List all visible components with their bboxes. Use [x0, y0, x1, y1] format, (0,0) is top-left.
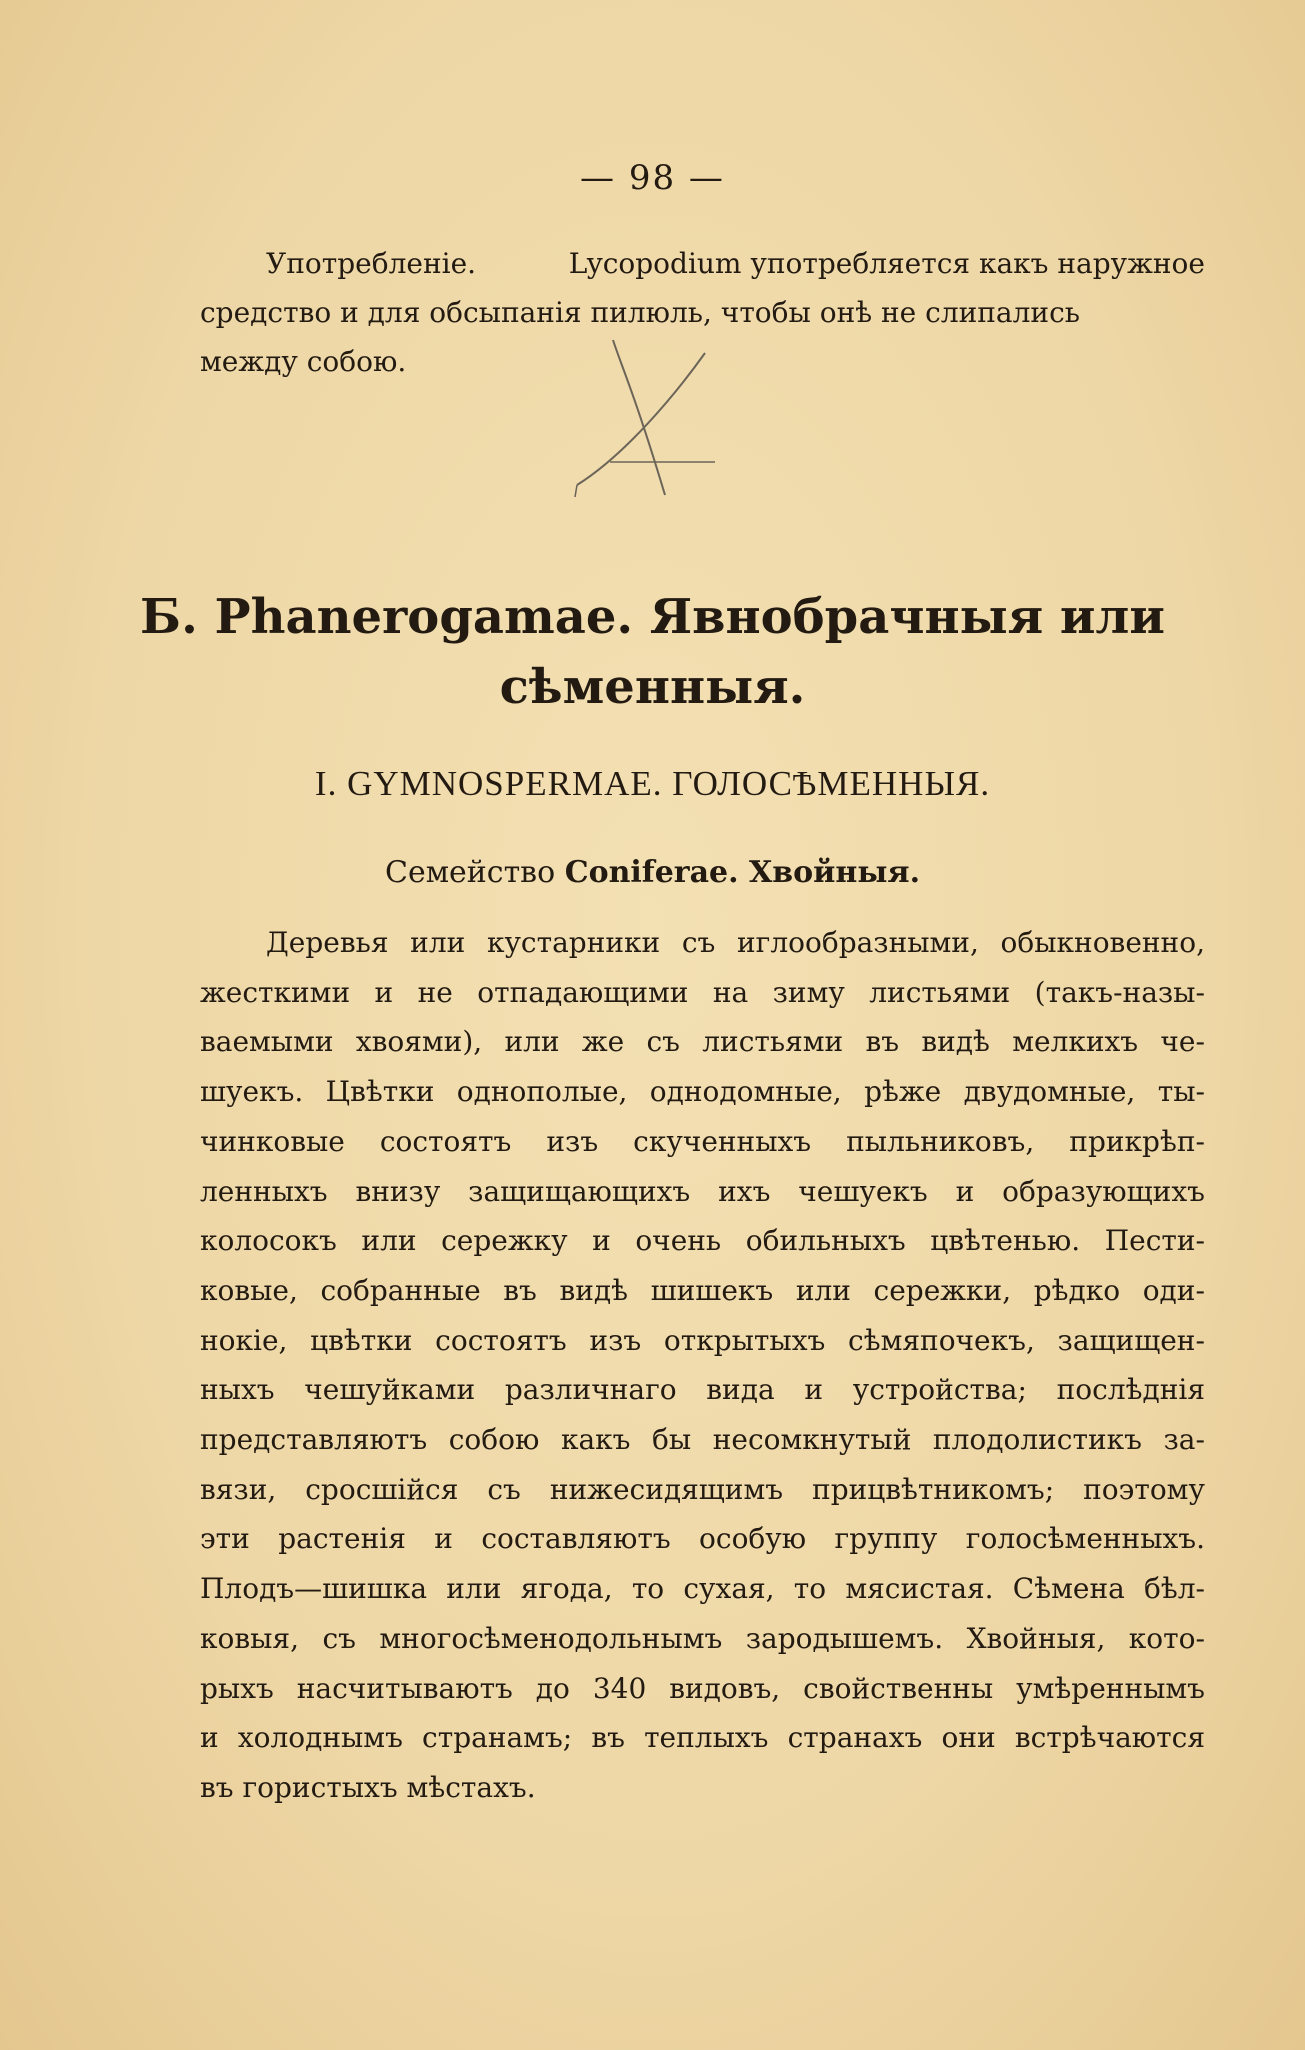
word: хвоями),	[355, 1025, 483, 1059]
word: зиму	[772, 975, 845, 1009]
page-number: — 98 —	[580, 158, 725, 198]
word: не	[417, 975, 453, 1009]
word: чинковые	[200, 1124, 345, 1158]
word: кустарники	[486, 926, 661, 959]
body-line	[200, 1614, 1205, 1664]
body-line	[200, 918, 1205, 968]
word: видѣ	[921, 1025, 990, 1059]
body-line	[200, 1167, 1205, 1217]
word: же	[581, 1025, 625, 1059]
word: многосѣменодольнымъ	[379, 1621, 723, 1655]
word: свойственны	[803, 1671, 994, 1705]
word: и	[200, 1721, 219, 1755]
word: однодомные,	[649, 1075, 842, 1109]
word: видѣ	[559, 1273, 629, 1307]
word: умѣреннымъ	[1016, 1671, 1205, 1705]
word: шуекъ.	[200, 1075, 304, 1109]
word: скученныхъ	[633, 1124, 812, 1158]
body-line	[200, 1664, 1205, 1714]
word: состоятъ	[435, 1323, 567, 1357]
word: плодолистикъ	[932, 1423, 1142, 1457]
family-description	[200, 918, 1205, 1813]
word: колосокъ	[200, 1224, 337, 1258]
word: на	[712, 975, 749, 1009]
word: Плодъ—шишка	[200, 1572, 428, 1606]
word: или	[446, 1572, 502, 1606]
word: въ	[865, 1025, 900, 1059]
word: ныхъ	[200, 1373, 275, 1407]
word: бѣл-	[1144, 1572, 1205, 1606]
word: они	[941, 1721, 996, 1755]
body-line	[200, 1564, 1205, 1614]
body-line	[200, 1316, 1205, 1366]
section-title-line-2: сѣменныя.	[499, 659, 806, 715]
word: вида	[706, 1373, 775, 1407]
usage-line-1	[200, 239, 1205, 288]
word: прикрѣп-	[1069, 1124, 1205, 1158]
word: сѣмяпочекъ,	[848, 1323, 1035, 1357]
word: зародышемъ.	[745, 1621, 944, 1655]
word: отпадающими	[477, 975, 689, 1009]
word: сережки,	[873, 1273, 1012, 1307]
word: защищающихъ	[468, 1174, 691, 1208]
word: странамъ;	[422, 1721, 573, 1755]
body-last-line: въ гористыхъ мѣстахъ.	[200, 1770, 536, 1804]
word: 340	[592, 1671, 647, 1705]
word: цвѣтки	[310, 1323, 413, 1357]
body-line	[200, 1713, 1205, 1763]
word: состоятъ	[379, 1124, 512, 1158]
word: защищен-	[1057, 1323, 1205, 1357]
word: ковые,	[200, 1273, 298, 1307]
body-line	[200, 1017, 1205, 1067]
word: эти	[200, 1522, 250, 1556]
class-title: I. GYMNOSPERMAE. ГОЛОСѢМЕННЫЯ.	[314, 764, 991, 803]
word: съ	[487, 1472, 521, 1506]
family-title	[0, 855, 1305, 890]
word: рыхъ	[200, 1671, 274, 1705]
body-line	[200, 1365, 1205, 1415]
word: че-	[1160, 1025, 1205, 1059]
body-line	[200, 1514, 1205, 1564]
word: до	[535, 1671, 570, 1705]
word: образующихъ	[1002, 1174, 1205, 1208]
word: шишекъ	[650, 1273, 774, 1307]
family-prefix: Семейство	[384, 855, 556, 890]
word: несомкнутый	[712, 1423, 912, 1457]
word: растенія	[278, 1522, 406, 1556]
body-line	[200, 1067, 1205, 1117]
word: кото-	[1128, 1621, 1205, 1655]
word: изъ	[589, 1323, 642, 1357]
word: въ	[591, 1721, 625, 1755]
word: и	[955, 1174, 975, 1208]
word: то	[631, 1572, 665, 1606]
word: очень	[635, 1224, 722, 1258]
word: внизу	[355, 1174, 441, 1208]
word: различнаго	[504, 1373, 677, 1407]
body-line	[200, 1465, 1205, 1515]
word: сухая,	[683, 1572, 775, 1606]
word: нижесидящимъ	[549, 1472, 784, 1506]
word: ковыя,	[200, 1621, 299, 1655]
word: нокіе,	[200, 1323, 288, 1357]
pencil-cross-mark	[565, 335, 715, 515]
word: сросшійся	[305, 1472, 459, 1506]
word: мелкихъ	[1012, 1025, 1139, 1059]
section-title-line-1: Б. Phanerogamae. Явнобрачныя или	[140, 589, 1165, 645]
word: жесткими	[200, 975, 351, 1009]
word: съ	[322, 1621, 356, 1655]
word: бы	[652, 1423, 692, 1457]
family-name: Coniferae. Хвойныя.	[564, 855, 921, 890]
word: Хвойныя,	[966, 1621, 1106, 1655]
body-line	[200, 1415, 1205, 1465]
word: пыльниковъ,	[846, 1124, 1035, 1158]
word: въ	[503, 1273, 537, 1307]
word: за-	[1163, 1423, 1205, 1457]
word: рѣдко	[1033, 1273, 1121, 1307]
body-line	[200, 968, 1205, 1018]
word: сережку	[441, 1224, 568, 1258]
word: чешуекъ	[798, 1174, 928, 1208]
word: какъ	[560, 1423, 631, 1457]
word: насчитываютъ	[296, 1671, 513, 1705]
section-title	[0, 582, 1305, 722]
body-line	[200, 1216, 1205, 1266]
word: мясистая.	[845, 1572, 994, 1606]
word: устройства;	[852, 1373, 1027, 1407]
word: изъ	[546, 1124, 599, 1158]
word: и	[592, 1224, 611, 1258]
word: ваемыми	[200, 1025, 334, 1059]
word: ты-	[1157, 1075, 1205, 1109]
body-line	[200, 1266, 1205, 1316]
word: оди-	[1142, 1273, 1205, 1307]
usage-line-3: между собою.	[200, 345, 407, 378]
word: ихъ	[718, 1174, 771, 1208]
word: теплыхъ	[644, 1721, 769, 1755]
usage-line-2: средство и для обсыпанія пилюль, чтобы онѣ не слипались	[200, 296, 1081, 329]
word: то	[793, 1572, 827, 1606]
word: открытыхъ	[663, 1323, 826, 1357]
word: рѣже	[864, 1075, 942, 1109]
word: Цвѣтки	[325, 1075, 435, 1109]
word: листьями	[869, 975, 1011, 1009]
word: однополые,	[456, 1075, 628, 1109]
word: обыкновенно,	[1000, 926, 1205, 959]
word: ягода,	[520, 1572, 613, 1606]
word: и	[804, 1373, 824, 1407]
word: Деревья	[266, 926, 389, 959]
word: двудомные,	[963, 1075, 1136, 1109]
word: собранные	[320, 1273, 481, 1307]
usage-line-1-rest: Lycopodium употребляется какъ наружное	[568, 247, 1205, 280]
body-line	[200, 1117, 1205, 1167]
word: голосѣменныхъ.	[965, 1522, 1205, 1556]
word: цвѣтенью.	[930, 1224, 1081, 1258]
word: (такъ-назы-	[1034, 975, 1205, 1009]
word: группу	[834, 1522, 938, 1556]
word: собою	[448, 1423, 540, 1457]
word: чешуйками	[304, 1373, 476, 1407]
word: съ	[646, 1025, 680, 1059]
word: и	[374, 975, 394, 1009]
word: видовъ,	[669, 1671, 781, 1705]
word: и	[434, 1522, 453, 1556]
word: или	[361, 1224, 417, 1258]
word: съ	[681, 926, 716, 959]
word: обильныхъ	[745, 1224, 906, 1258]
word: прицвѣтникомъ;	[812, 1472, 1055, 1506]
word: странахъ	[787, 1721, 923, 1755]
word: листьями	[702, 1025, 844, 1059]
word: или	[504, 1025, 560, 1059]
word: иглообразными,	[737, 926, 979, 959]
word: представляютъ	[200, 1423, 428, 1457]
word: или	[410, 926, 466, 959]
word: вязи,	[200, 1472, 277, 1506]
usage-label: Употребленіе.	[266, 247, 477, 280]
word: или	[795, 1273, 851, 1307]
word: встрѣчаются	[1014, 1721, 1205, 1755]
word: холоднымъ	[237, 1721, 403, 1755]
word: Пести-	[1104, 1224, 1205, 1258]
word: составляютъ	[481, 1522, 671, 1556]
word: послѣднія	[1056, 1373, 1205, 1407]
word: поэтому	[1083, 1472, 1205, 1506]
word: ленныхъ	[200, 1174, 328, 1208]
word: особую	[699, 1522, 807, 1556]
word: Сѣмена	[1012, 1572, 1125, 1606]
